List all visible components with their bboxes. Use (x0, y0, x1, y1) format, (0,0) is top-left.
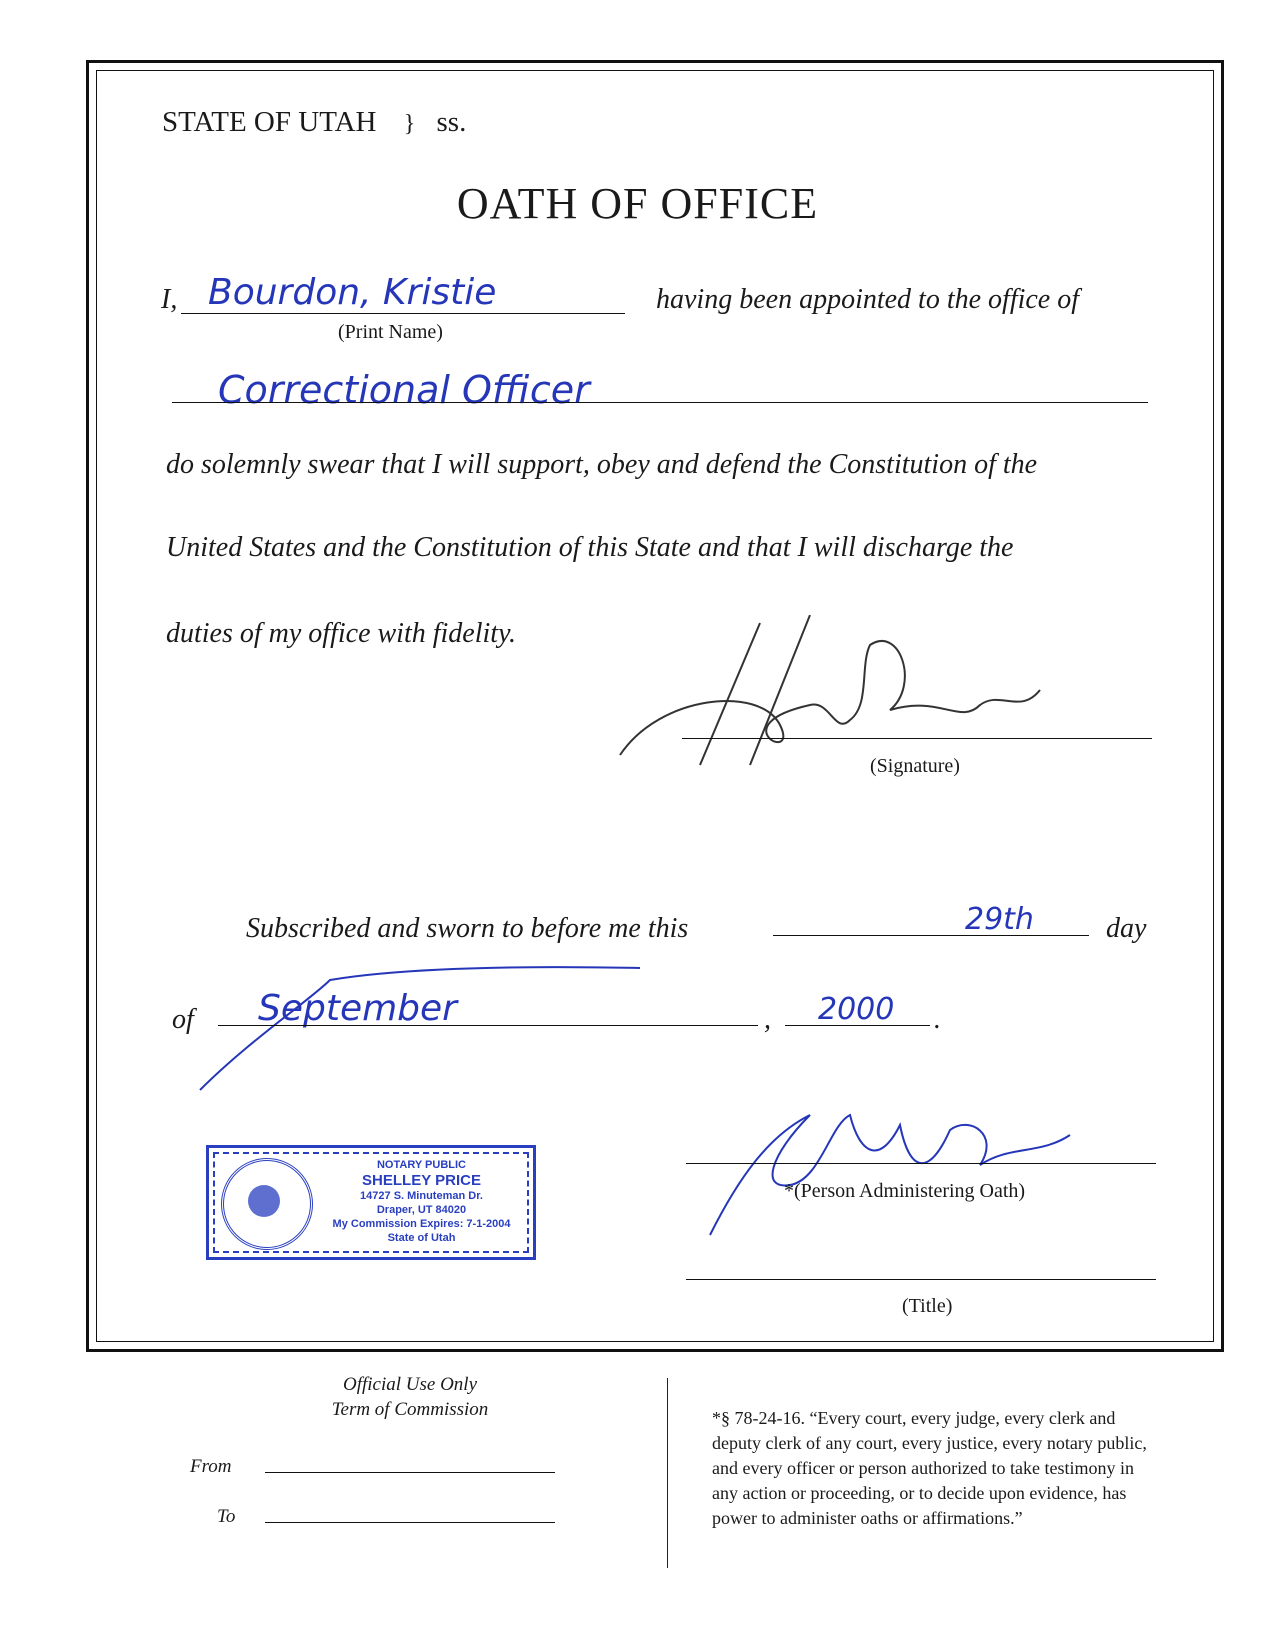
from-label: From (190, 1456, 232, 1477)
to-label: To (217, 1506, 236, 1527)
comma-glyph: , (764, 1004, 771, 1035)
to-line (265, 1522, 555, 1523)
footnote-line-5: power to administer oaths or affirmations.” (712, 1508, 1023, 1528)
print-name-label: (Print Name) (338, 321, 443, 343)
intro-i: I, (161, 284, 178, 315)
state-name: STATE OF UTAH (162, 106, 377, 138)
day-line (773, 935, 1089, 936)
notary-state: State of Utah (387, 1232, 456, 1244)
state-heading (162, 106, 466, 139)
title-label: (Title) (902, 1295, 953, 1317)
administrator-signature-image (700, 1095, 1100, 1245)
office-value: Correctional Officer (218, 368, 590, 412)
signature-label: (Signature) (870, 755, 960, 777)
appointed-text: having been appointed to the office of (656, 284, 1080, 315)
page-title: OATH OF OFFICE (456, 179, 819, 228)
notary-name: SHELLEY PRICE (362, 1172, 481, 1189)
oath-text-line-2: United States and the Constitution of this State and that I will discharge the (166, 532, 1014, 563)
from-line (265, 1472, 555, 1473)
administrator-line (686, 1163, 1156, 1164)
signature-image (600, 615, 1060, 795)
footnote-line-2: deputy clerk of any court, every justice, every notary public, (712, 1433, 1147, 1453)
official-use-label: Official Use Only (342, 1374, 478, 1395)
day-value: 29th (965, 902, 1034, 937)
statute-footnote (712, 1406, 1147, 1531)
month-flourish (190, 960, 650, 1110)
signature-line (682, 738, 1152, 739)
print-name-value: Bourdon, Kristie (208, 272, 497, 313)
term-of-commission-label: Term of Commission (331, 1399, 489, 1420)
ss-label: ss. (436, 106, 467, 138)
administrator-label: *(Person Administering Oath) (784, 1180, 1026, 1202)
year-value: 2000 (818, 992, 895, 1027)
notary-city: Draper, UT 84020 (376, 1204, 467, 1216)
footnote-line-1: *§ 78-24-16. “Every court, every judge, every clerk and (712, 1408, 1116, 1428)
day-label: day (1106, 913, 1147, 944)
title-line (686, 1279, 1156, 1280)
notary-line-1: NOTARY PUBLIC (376, 1159, 467, 1171)
sworn-text: Subscribed and sworn to before me this (246, 913, 689, 944)
footer-divider (667, 1378, 668, 1568)
notary-commission: My Commission Expires: 7-1-2004 (332, 1218, 511, 1230)
footnote-line-4: any action or proceeding, or to decide upon evidence, has (712, 1483, 1127, 1503)
period-glyph: . (934, 1004, 941, 1035)
brace-glyph: } (403, 111, 416, 137)
year-line (785, 1025, 930, 1026)
footnote-line-3: and every officer or person authorized to take testimony in (712, 1458, 1135, 1478)
month-line (218, 1025, 758, 1026)
office-line (172, 402, 1148, 403)
print-name-line (181, 313, 625, 314)
state-seal-icon (221, 1158, 313, 1250)
official-use-heading (260, 1372, 560, 1422)
notary-stamp (206, 1145, 536, 1260)
oath-text-line-3: duties of my office with fidelity. (166, 618, 516, 649)
notary-address: 14727 S. Minuteman Dr. (360, 1190, 483, 1202)
oath-text-line-1: do solemnly swear that I will support, obey and defend the Constitution of the (166, 449, 1038, 480)
of-label: of (172, 1004, 194, 1035)
month-value: September (258, 988, 457, 1029)
